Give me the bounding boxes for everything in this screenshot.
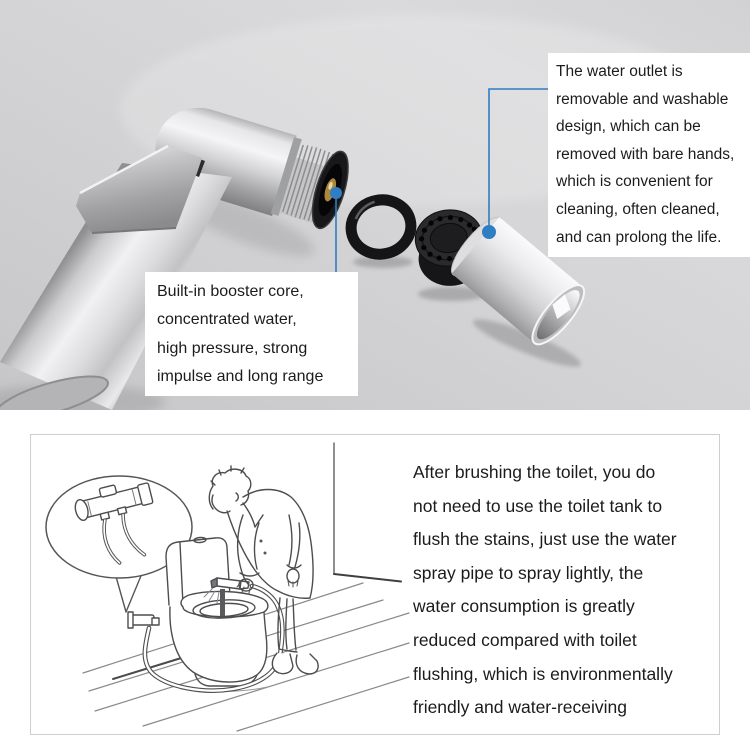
- booster-note-line: high pressure, strong: [157, 339, 308, 357]
- usage-panel: [30, 434, 720, 735]
- usage-description-line: friendly and water-receiving: [413, 697, 627, 718]
- outlet-note-line: The water outlet is: [556, 63, 683, 80]
- usage-description-line: not need to use the toilet tank to: [413, 495, 663, 516]
- outlet-note-line: removed with bare hands,: [556, 145, 735, 163]
- usage-description-line: spray pipe to spray lightly, the: [413, 562, 644, 583]
- usage-description-line: reduced compared with toilet: [413, 629, 637, 650]
- usage-description: [413, 456, 713, 725]
- toilet-drawing: [166, 537, 268, 691]
- booster-callout-dot: [330, 187, 342, 199]
- usage-description-line: water consumption is greatly: [413, 596, 635, 617]
- outlet-note-line: removable and washable: [556, 90, 729, 108]
- outlet-note-line: and can prolong the life.: [556, 228, 722, 246]
- usage-description-line: flush the stains, just use the water: [413, 529, 677, 550]
- outlet-note: [548, 53, 750, 257]
- outlet-callout-dot: [482, 225, 496, 239]
- outlet-note-line: design, which can be: [556, 118, 701, 136]
- outlet-note-line: which is convenient for: [556, 173, 713, 191]
- booster-note-line: Built-in booster core,: [157, 283, 304, 300]
- toilet-cleaning-illustration: [31, 435, 413, 732]
- booster-note: [145, 272, 358, 396]
- booster-note-line: concentrated water,: [157, 311, 297, 329]
- usage-description-line: flushing, which is environmentally: [413, 663, 673, 684]
- outlet-note-line: cleaning, often cleaned,: [556, 200, 720, 218]
- usage-description-line: After brushing the toilet, you do: [413, 462, 656, 482]
- booster-note-line: impulse and long range: [157, 368, 324, 386]
